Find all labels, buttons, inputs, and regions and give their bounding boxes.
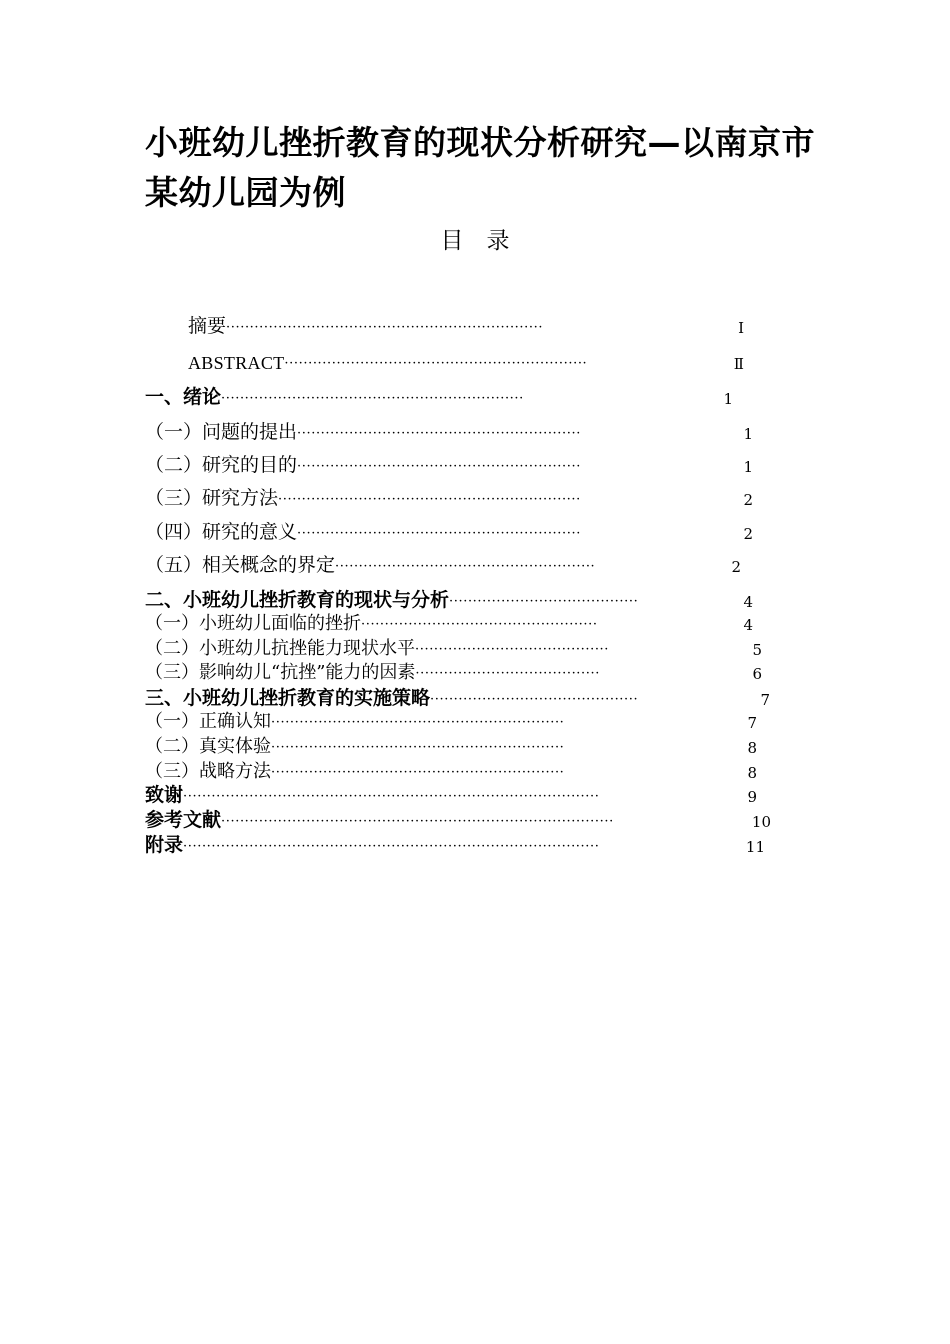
toc-entry-label: （二）小班幼儿抗挫能力现状水平 (145, 638, 415, 659)
toc-entry-abstract-cn[interactable] (188, 312, 744, 338)
toc-leader-dots: ··································································· (226, 320, 544, 335)
toc-page-number: 6 (752, 665, 762, 683)
toc-entry-label: 致谢 (145, 784, 184, 806)
document-title: 小班幼儿挫折教育的现状分析研究—以南京市某幼儿园为例 (145, 123, 815, 212)
toc-entry-label: （一）问题的提出 (145, 421, 298, 443)
toc-page-number: 2 (731, 558, 741, 576)
toc-entry-label: （五）相关概念的界定 (145, 554, 336, 576)
toc-entry-label: 附录 (145, 834, 184, 856)
toc-leader-dots: ······························································ (271, 765, 565, 780)
toc-page-number: 1 (723, 390, 733, 408)
toc-page-number: 2 (743, 525, 753, 543)
toc-leader-dots: ······························································ (271, 715, 565, 730)
toc-entry-1-4[interactable] (145, 516, 753, 544)
toc-page-number: 5 (752, 641, 762, 659)
toc-leader-dots: ···························································· (297, 459, 581, 474)
toc-entry-acknowledgements[interactable] (145, 782, 757, 807)
toc-leader-dots: ································································ (278, 492, 581, 507)
toc-entry-2-2[interactable] (145, 635, 762, 660)
toc-leader-dots: ···························································· (297, 526, 581, 541)
toc-leader-dots: ········································ (449, 594, 639, 609)
toc-entry-2-1[interactable] (145, 610, 753, 635)
toc-leader-dots: ································································ (284, 356, 588, 371)
toc-page-number: 1 (743, 458, 753, 476)
toc-entry-1-5[interactable] (145, 549, 741, 577)
toc-entry-label: 参考文献 (145, 809, 222, 831)
toc-page-number: 11 (745, 838, 765, 856)
toc-leader-dots: ··················································································· (221, 814, 614, 829)
toc-leader-dots: ········································· (415, 642, 610, 657)
toc-entry-references[interactable] (145, 807, 771, 832)
toc-page-number: 4 (743, 593, 753, 611)
toc-leader-dots: ································································ (221, 391, 524, 406)
toc-leader-dots: ···························································· (297, 426, 581, 441)
toc-page-number: 2 (743, 491, 753, 509)
toc-entry-label: 二、小班幼儿挫折教育的现状与分析 (145, 589, 450, 611)
toc-page-number: 7 (760, 691, 770, 709)
toc-entry-label: （三）影响幼儿“抗挫”能力的因素 (145, 662, 416, 683)
toc-page-number: 1 (743, 425, 753, 443)
toc-leader-dots: ·················································· (361, 617, 598, 632)
toc-page-number: 10 (751, 813, 771, 831)
toc-page-number: Ⅰ (738, 319, 744, 337)
toc-entry-3-1[interactable] (145, 708, 757, 733)
toc-page-number: 7 (747, 714, 757, 732)
toc-heading: 目 录 (440, 228, 510, 254)
toc-entry-label: 摘要 (188, 315, 227, 337)
toc-entry-label: （三）战略方法 (145, 761, 271, 782)
toc-leader-dots: ······································· (415, 666, 600, 681)
toc-page-number: Ⅱ (733, 355, 744, 373)
toc-leader-dots: ············································ (430, 692, 639, 707)
toc-entry-chapter-2[interactable] (145, 586, 753, 612)
toc-page-number: 4 (743, 616, 753, 634)
toc-entry-1-3[interactable] (145, 482, 753, 510)
toc-entry-chapter-3[interactable] (145, 684, 770, 710)
toc-leader-dots: ························································································ (183, 839, 600, 854)
toc-entry-appendix[interactable] (145, 832, 765, 857)
toc-entry-label: （一）正确认知 (145, 711, 271, 732)
toc-entry-label: ABSTRACT (188, 353, 285, 373)
toc-entry-label: （二）研究的目的 (145, 454, 298, 476)
toc-entry-label: （二）真实体验 (145, 736, 271, 757)
toc-entry-label: （三）研究方法 (145, 487, 279, 509)
toc-entry-label: （四）研究的意义 (145, 521, 298, 543)
toc-entry-3-3[interactable] (145, 758, 757, 783)
toc-entry-abstract-en[interactable] (188, 348, 744, 374)
toc-page-number: 8 (747, 739, 757, 757)
toc-entry-3-2[interactable] (145, 733, 757, 758)
toc-leader-dots: ······························································ (271, 740, 565, 755)
toc-entry-label: （一）小班幼儿面临的挫折 (145, 613, 361, 634)
toc-entry-label: 三、小班幼儿挫折教育的实施策略 (145, 687, 431, 709)
toc-entry-1-1[interactable] (145, 416, 753, 444)
toc-page-number: 9 (747, 788, 757, 806)
toc-entry-label: 一、绪论 (145, 386, 222, 408)
toc-entry-chapter-1[interactable] (145, 383, 733, 409)
toc-page-number: 8 (747, 764, 757, 782)
toc-leader-dots: ························································································ (183, 789, 600, 804)
toc-entry-2-3[interactable] (145, 659, 762, 684)
toc-entry-1-2[interactable] (145, 449, 753, 477)
toc-leader-dots: ······················································· (335, 559, 596, 574)
